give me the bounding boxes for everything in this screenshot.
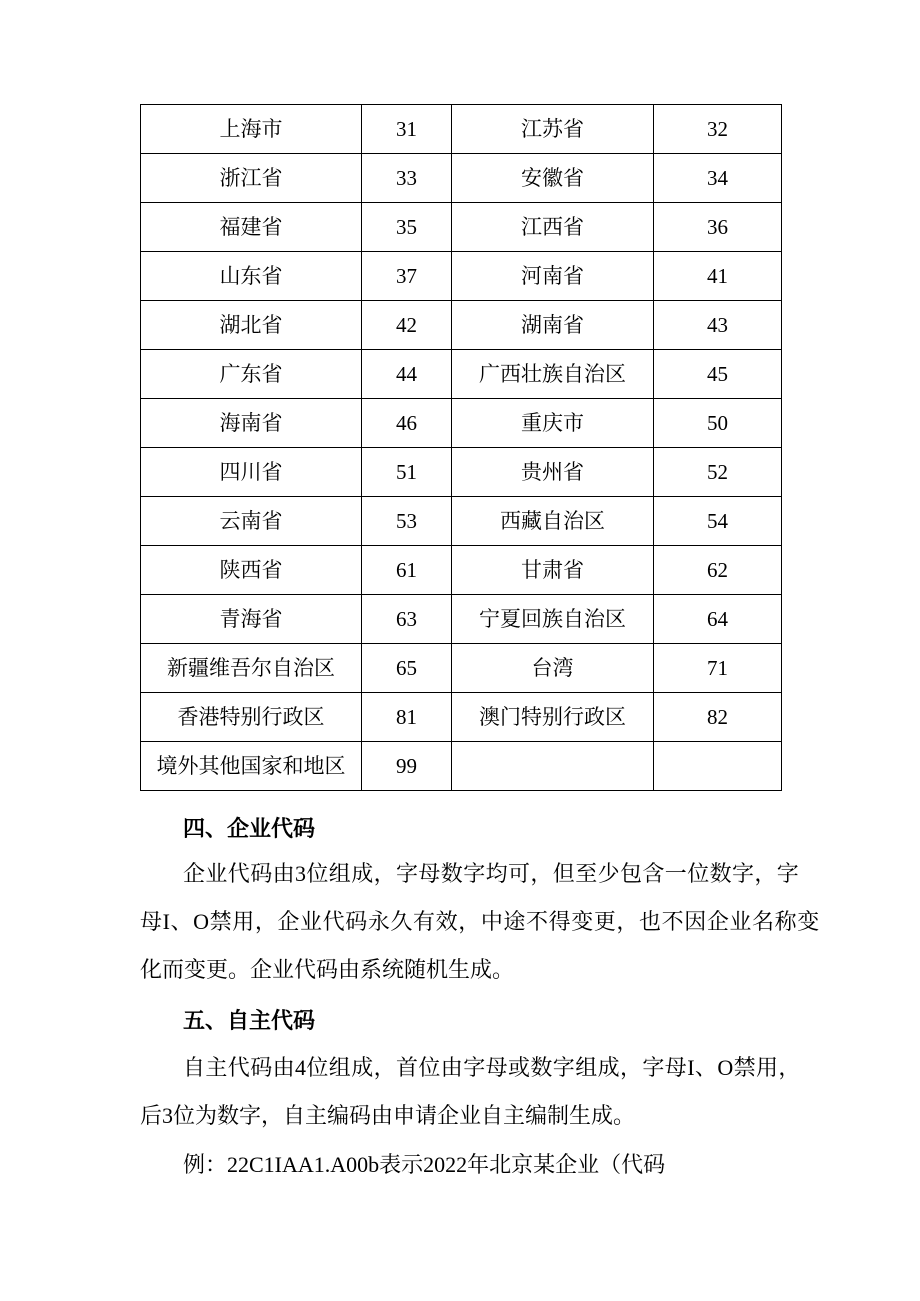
table-row	[141, 742, 782, 791]
region-code-cell: 42	[362, 301, 452, 350]
region-name-cell: 西藏自治区	[452, 497, 654, 546]
region-code-cell: 61	[362, 546, 452, 595]
region-code-table	[140, 104, 782, 791]
region-code-cell: 81	[362, 693, 452, 742]
region-code-cell: 54	[654, 497, 782, 546]
region-name-cell: 河南省	[452, 252, 654, 301]
region-name-cell: 宁夏回族自治区	[452, 595, 654, 644]
region-code-cell	[654, 742, 782, 791]
table-row	[141, 105, 782, 154]
section-4-line-2: 母I、O禁用，企业代码永久有效，中途不得变更，也不因企业名称变	[140, 909, 820, 934]
region-code-cell: 32	[654, 105, 782, 154]
region-code-cell: 36	[654, 203, 782, 252]
region-name-cell: 澳门特别行政区	[452, 693, 654, 742]
region-code-cell: 71	[654, 644, 782, 693]
section-4-line-1: 企业代码由3位组成，字母数字均可，但至少包含一位数字，字	[183, 861, 800, 886]
region-name-cell: 湖南省	[452, 301, 654, 350]
region-code-cell: 65	[362, 644, 452, 693]
region-code-cell: 34	[654, 154, 782, 203]
region-name-cell: 海南省	[141, 399, 362, 448]
region-name-cell: 江西省	[452, 203, 654, 252]
region-table-body	[141, 105, 782, 791]
region-name-cell: 甘肃省	[452, 546, 654, 595]
region-code-cell: 63	[362, 595, 452, 644]
region-code-cell: 31	[362, 105, 452, 154]
section-5-line-2: 后3位为数字，自主编码由申请企业自主编制生成。	[140, 1103, 636, 1128]
section-5-heading: 五、自主代码	[183, 1008, 316, 1033]
region-name-cell: 青海省	[141, 595, 362, 644]
region-code-cell: 50	[654, 399, 782, 448]
region-code-cell: 62	[654, 546, 782, 595]
table-row	[141, 497, 782, 546]
section-4-heading: 四、企业代码	[183, 816, 316, 841]
table-row	[141, 301, 782, 350]
region-name-cell: 境外其他国家和地区	[141, 742, 362, 791]
table-row	[141, 203, 782, 252]
region-code-cell: 64	[654, 595, 782, 644]
region-name-cell: 江苏省	[452, 105, 654, 154]
region-code-cell: 82	[654, 693, 782, 742]
region-code-cell: 41	[654, 252, 782, 301]
region-code-cell: 51	[362, 448, 452, 497]
table-row	[141, 350, 782, 399]
table-row	[141, 644, 782, 693]
region-code-cell: 44	[362, 350, 452, 399]
region-code-cell: 43	[654, 301, 782, 350]
region-name-cell: 四川省	[141, 448, 362, 497]
table-row	[141, 693, 782, 742]
region-code-cell: 37	[362, 252, 452, 301]
region-code-cell: 53	[362, 497, 452, 546]
region-name-cell: 重庆市	[452, 399, 654, 448]
region-name-cell: 云南省	[141, 497, 362, 546]
table-row	[141, 448, 782, 497]
table-row	[141, 546, 782, 595]
region-name-cell: 湖北省	[141, 301, 362, 350]
table-row	[141, 595, 782, 644]
section-4-line-3: 化而变更。企业代码由系统随机生成。	[140, 957, 515, 982]
table-row	[141, 252, 782, 301]
region-name-cell: 贵州省	[452, 448, 654, 497]
region-name-cell: 上海市	[141, 105, 362, 154]
example-line: 例：22C1IAA1.A00b表示2022年北京某企业（代码	[183, 1152, 666, 1177]
region-name-cell: 安徽省	[452, 154, 654, 203]
region-name-cell: 浙江省	[141, 154, 362, 203]
region-code-cell: 35	[362, 203, 452, 252]
table-row	[141, 399, 782, 448]
region-name-cell: 香港特别行政区	[141, 693, 362, 742]
region-name-cell: 福建省	[141, 203, 362, 252]
region-name-cell: 台湾	[452, 644, 654, 693]
region-name-cell: 陕西省	[141, 546, 362, 595]
region-code-cell: 52	[654, 448, 782, 497]
region-name-cell: 广东省	[141, 350, 362, 399]
region-name-cell	[452, 742, 654, 791]
region-name-cell: 新疆维吾尔自治区	[141, 644, 362, 693]
region-code-cell: 99	[362, 742, 452, 791]
region-code-cell: 46	[362, 399, 452, 448]
region-code-cell: 33	[362, 154, 452, 203]
region-name-cell: 山东省	[141, 252, 362, 301]
region-name-cell: 广西壮族自治区	[452, 350, 654, 399]
region-code-cell: 45	[654, 350, 782, 399]
section-5-line-1: 自主代码由4位组成，首位由字母或数字组成，字母I、O禁用，	[183, 1055, 801, 1080]
table-row	[141, 154, 782, 203]
